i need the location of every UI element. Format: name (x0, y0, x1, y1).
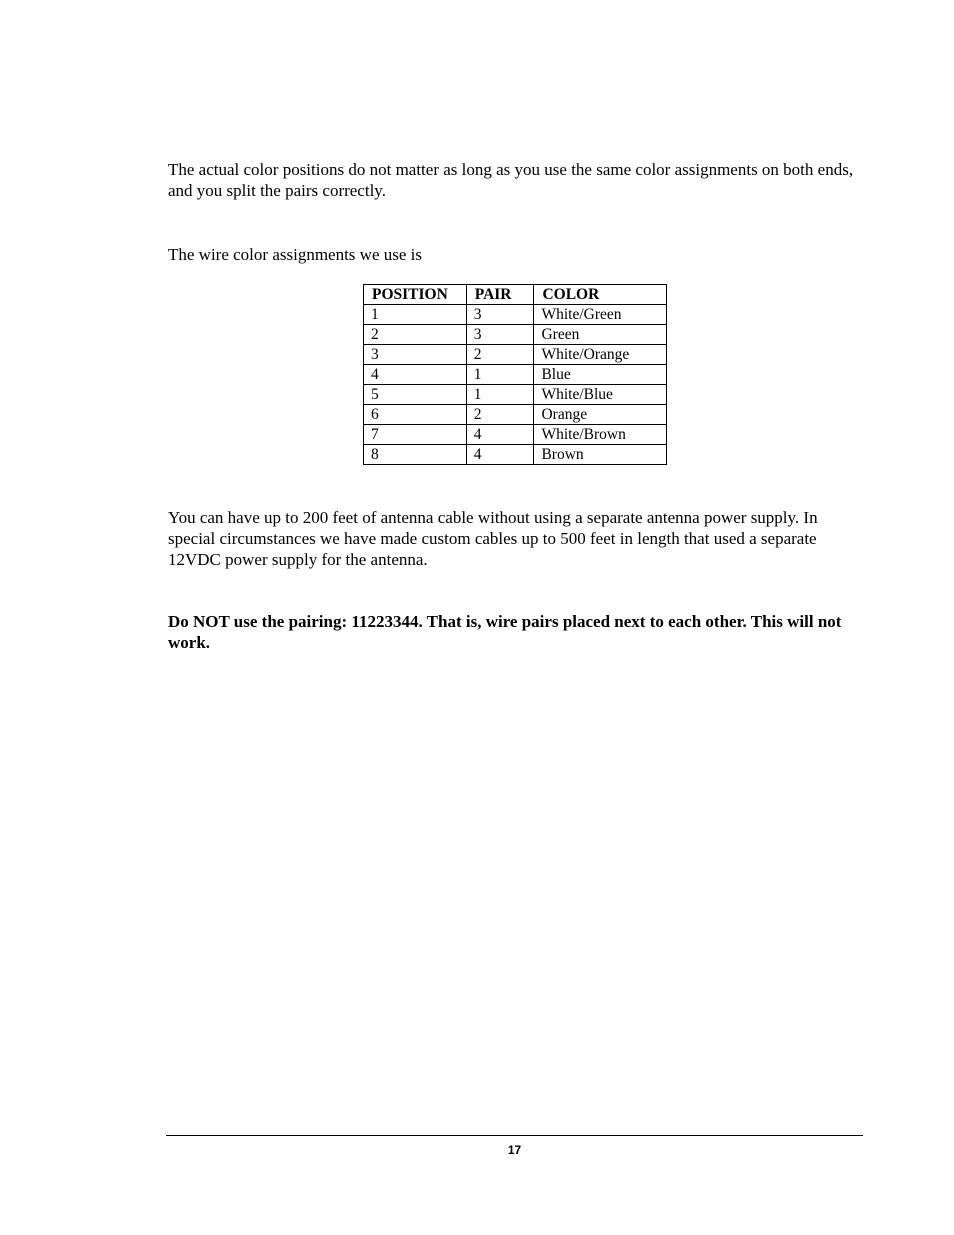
header-color: COLOR (534, 285, 667, 305)
cell-pair: 4 (466, 425, 534, 445)
footer-rule (166, 1135, 863, 1136)
cable-length-paragraph: You can have up to 200 feet of antenna cable without using a separate antenna power supply. In special circumstances we have made custom cables up to 500 feet in length that used a separate 12VDC power supply for the antenna. (168, 508, 818, 569)
cell-color: Orange (534, 405, 667, 425)
cell-position: 5 (364, 385, 467, 405)
cell-color: Blue (534, 365, 667, 385)
cell-position: 7 (364, 425, 467, 445)
header-pair: PAIR (466, 285, 534, 305)
table-header-row (364, 285, 667, 305)
cell-pair: 2 (466, 345, 534, 365)
cell-position: 3 (364, 345, 467, 365)
table-row (364, 445, 667, 465)
cell-pair: 3 (466, 325, 534, 345)
cell-color: White/Blue (534, 385, 667, 405)
table-row (364, 425, 667, 445)
cell-color: White/Brown (534, 425, 667, 445)
cell-position: 8 (364, 445, 467, 465)
cell-pair: 3 (466, 305, 534, 325)
table-row (364, 325, 667, 345)
cell-position: 2 (364, 325, 467, 345)
page-number: 17 (507, 1143, 522, 1157)
table-row (364, 345, 667, 365)
table-row (364, 385, 667, 405)
table-row (364, 305, 667, 325)
cell-pair: 2 (466, 405, 534, 425)
table-row (364, 365, 667, 385)
warning-paragraph: Do NOT use the pairing: 11223344. That is, wire pairs placed next to each other. This will not work. (168, 612, 842, 652)
header-position: POSITION (364, 285, 467, 305)
cell-color: Green (534, 325, 667, 345)
cell-position: 6 (364, 405, 467, 425)
intro-paragraph: The actual color positions do not matter as long as you use the same color assignments on both ends, and you split the pairs correctly. (168, 160, 854, 200)
cell-pair: 1 (466, 365, 534, 385)
cell-color: White/Orange (534, 345, 667, 365)
wire-color-table (363, 284, 667, 465)
cell-position: 4 (364, 365, 467, 385)
table-lead-paragraph: The wire color assignments we use is (168, 245, 422, 264)
cell-pair: 1 (466, 385, 534, 405)
cell-color: Brown (534, 445, 667, 465)
cell-pair: 4 (466, 445, 534, 465)
cell-position: 1 (364, 305, 467, 325)
table-row (364, 405, 667, 425)
cell-color: White/Green (534, 305, 667, 325)
